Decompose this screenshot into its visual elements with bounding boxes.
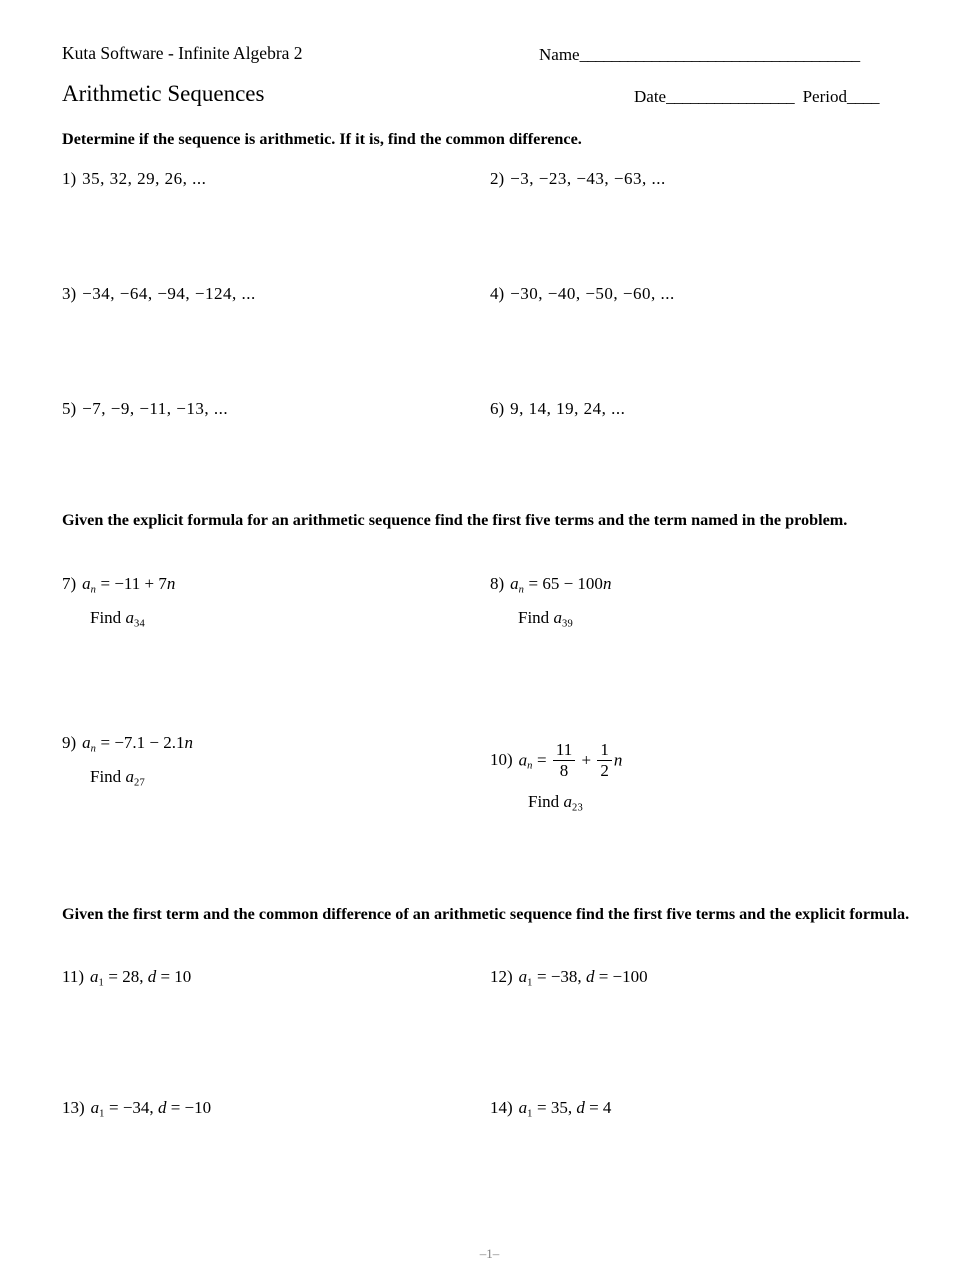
problem-7-find-a-symbol: a [125,607,134,627]
name-label: Name [539,45,580,64]
problem-9-find-a-symbol: a [125,766,134,786]
problem-2-sequence: −3, −23, −43, −63, ... [510,169,666,188]
problem-9-find-label: Find [90,766,122,786]
problem-8-find-subscript: 39 [561,617,574,629]
problem-6-number: 6) [490,399,505,418]
problem-11-number: 11) [62,967,85,986]
problem-10-fraction-1-numerator: 11 [555,740,573,759]
problem-13-d-symbol: d [157,1098,167,1117]
problem-5 [62,398,228,419]
problem-10-fraction-1 [553,741,575,780]
problem-8-n-subscript: n [518,584,525,596]
problem-9-number: 9) [62,733,77,752]
problem-9-n-subscript: n [90,743,97,755]
problem-13-d-value: = −10 [170,1098,212,1117]
problem-12-d-value: = −100 [598,967,648,986]
worksheet-title: Arithmetic Sequences [62,81,265,106]
problem-10-fraction-1-denominator: 8 [559,760,569,780]
problem-7-formula-rhs: = −11 + 7 [100,574,167,593]
problem-10-n-variable: n [613,750,623,770]
problem-13 [62,1097,211,1121]
problem-9-formula-rhs: = −7.1 − 2.1 [100,733,185,752]
problem-7-find-line [90,607,175,631]
problem-9-find-subscript: 27 [133,776,146,788]
problem-10-fraction-2-denominator: 2 [600,760,609,780]
problem-10-n-subscript: n [527,760,533,772]
problem-11-a-subscript: 1 [98,977,105,989]
directions-section-1: Determine if the sequence is arithmetic. If it is, find the common difference. [62,130,582,148]
problem-8-n-variable: n [602,574,612,593]
problem-12-d-symbol: d [585,967,595,986]
problem-9-find-line [90,766,193,790]
problem-12 [490,966,648,990]
problem-1 [62,168,206,189]
problem-10-fraction-2 [597,741,612,780]
date-period-field-line [634,87,879,107]
period-label: Period [802,87,847,106]
directions-section-3: Given the first term and the common difference of an arithmetic sequence find the first five terms and the explicit formula. [62,905,910,923]
problem-13-a-subscript: 1 [99,1108,105,1120]
problem-4-number: 4) [490,284,505,303]
problem-10-find-subscript: 23 [571,802,584,814]
name-field-line [539,45,860,65]
date-blank-rule[interactable]: ________________ [666,87,795,106]
problem-14 [490,1097,611,1121]
problem-2 [490,168,666,189]
problem-12-number: 12) [490,967,513,986]
problem-11-d-symbol: d [147,967,157,986]
problem-8-find-line [518,607,611,631]
problem-13-a-value: = −34, [109,1098,154,1117]
page-number-footer: –1– [479,1246,500,1261]
problem-14-a-value: = 35, [537,1098,573,1117]
problem-14-number: 14) [490,1098,513,1117]
problem-11-a-symbol: a [90,967,99,986]
problem-10-find-line [528,791,622,815]
problem-7-find-subscript: 34 [133,617,146,629]
problem-11-a-value: = 28, [108,967,144,986]
problem-5-sequence: −7, −9, −11, −13, ... [82,399,229,418]
problem-11-d-value: = 10 [160,967,192,986]
problem-14-a-subscript: 1 [527,1108,533,1120]
problem-10 [490,742,622,814]
problem-11 [62,966,191,990]
problem-8-formula-rhs: = 65 − 100 [528,574,603,593]
problem-14-d-symbol: d [576,1098,585,1117]
problem-3 [62,283,256,304]
problem-6-sequence: 9, 14, 19, 24, ... [510,399,626,418]
problem-10-find-label: Find [528,791,560,811]
problem-14-d-value: = 4 [589,1098,612,1117]
problem-2-number: 2) [490,169,505,188]
problem-12-a-subscript: 1 [527,977,533,989]
problem-8-number: 8) [490,574,505,593]
problem-12-a-symbol: a [518,967,528,986]
problem-3-number: 3) [62,284,77,303]
date-label: Date [634,87,667,106]
problem-8-find-label: Find [518,607,550,627]
problem-7-n-variable: n [166,574,176,593]
period-blank-rule[interactable]: ____ [846,87,879,106]
problem-8-a-symbol: a [510,574,519,593]
problem-9 [62,732,193,789]
problem-7-n-subscript: n [90,584,97,596]
problem-7-a-symbol: a [82,574,91,593]
problem-12-a-value: = −38, [537,967,582,986]
problem-7 [62,573,175,630]
problem-8 [490,573,611,630]
problem-10-number: 10) [490,750,513,770]
problem-8-find-a-symbol: a [553,607,562,627]
problem-9-n-variable: n [184,733,194,752]
problem-1-number: 1) [62,169,77,188]
problem-3-sequence: −34, −64, −94, −124, ... [82,284,256,303]
problem-10-fraction-2-numerator: 1 [600,740,609,759]
problem-10-equals: = [537,750,547,770]
problem-9-a-symbol: a [82,733,91,752]
problem-10-find-a-symbol: a [563,791,572,811]
problem-4 [490,283,675,304]
problem-13-a-symbol: a [90,1098,100,1117]
problem-10-a-symbol: a [518,750,528,770]
problem-7-find-label: Find [90,607,122,627]
problem-7-number: 7) [62,574,77,593]
directions-section-2: Given the explicit formula for an arithmetic sequence find the first five terms and the term named in the problem. [62,511,848,529]
software-brand-line: Kuta Software - Infinite Algebra 2 [62,43,303,63]
problem-6 [490,398,625,419]
name-blank-rule[interactable]: ___________________________________ [579,45,860,64]
problem-10-operator: + [581,750,592,770]
problem-4-sequence: −30, −40, −50, −60, ... [510,284,675,303]
problem-1-sequence: 35, 32, 29, 26, ... [82,169,207,188]
problem-5-number: 5) [62,399,77,418]
problem-14-a-symbol: a [518,1098,528,1117]
problem-13-number: 13) [62,1098,85,1117]
